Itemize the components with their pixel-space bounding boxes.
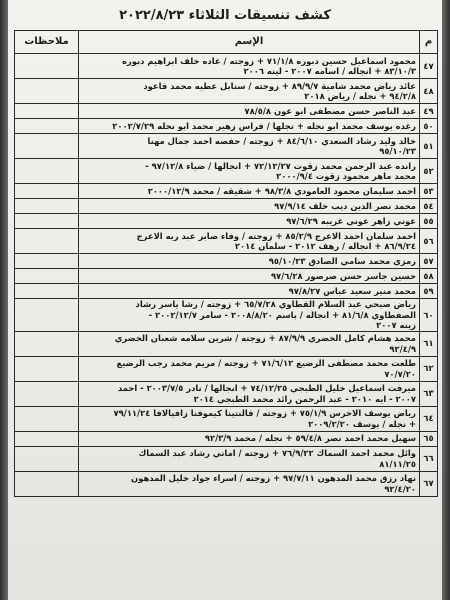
header-number: م (420, 31, 438, 54)
name-line: + نجله / يوسف ٢٠٠٩/٢/٢٠ (308, 418, 416, 429)
row-notes (15, 184, 79, 199)
row-names (79, 54, 420, 79)
row-names (79, 381, 420, 406)
table-row (15, 159, 438, 184)
row-names (79, 431, 420, 446)
row-notes (15, 134, 79, 159)
header-notes: ملاحظات (15, 31, 79, 54)
table-row (15, 199, 438, 214)
row-number: ٤٧ (420, 54, 438, 79)
row-number: ٦٥ (420, 431, 438, 446)
row-number: ٥٥ (420, 214, 438, 229)
table-row (15, 284, 438, 299)
row-notes (15, 159, 79, 184)
row-notes (15, 331, 79, 356)
table-row (15, 431, 438, 446)
row-number: ٦٦ (420, 446, 438, 471)
row-notes (15, 269, 79, 284)
name-line: رياض يوسف الاخرس ٧٥/١/٩ + زوجته / فالنتينا كيموفنا زافيالافا ٧٩/١١/٢٤ (113, 408, 416, 418)
name-line: احمد سليمان محمود العامودي ٩٨/٣/٨ + شقيقه / محمد ٢٠٠٠/١٢/٩ (147, 185, 416, 196)
row-names (79, 331, 420, 356)
name-line: رياض صبحي عبد السلام القطاوي ٦٥/٧/٢٨ + زوجته / رشا ياسر رشاد (135, 299, 416, 309)
row-notes (15, 214, 79, 229)
row-notes (15, 284, 79, 299)
name-line: عوني زاهر عوني غريبه ٩٧/٦/٢٩ (286, 215, 416, 226)
row-names (79, 406, 420, 431)
name-line: ميرفت اسماعيل خليل الطبجي ٧٤/١٢/٢٥ + انجالها / نادر ٢٠٠٣/٧/٥ - احمد (117, 383, 416, 393)
name-line: احمد سلمان احمد الاعرج ٨٥/٢/٩ + زوجته / وفاء صابر عبد ربه الاعرج (136, 230, 416, 241)
row-notes (15, 79, 79, 104)
row-names (79, 299, 420, 332)
row-number: ٦٤ (420, 406, 438, 431)
table-row (15, 79, 438, 104)
table-row (15, 229, 438, 254)
table-row (15, 104, 438, 119)
row-number: ٥٦ (420, 229, 438, 254)
name-line: خالد وليد رشاد السعدي ٨٤/٦/١٠ + زوجته / حفصه احمد جمال مهنا (147, 135, 416, 146)
name-line: ٨١/١١/٢٥ (379, 458, 416, 469)
row-number: ٥٧ (420, 254, 438, 269)
table-row (15, 381, 438, 406)
row-number: ٦٧ (420, 471, 438, 496)
table-row (15, 269, 438, 284)
name-line: عبد الناصر حسن مصطفى ابو عون ٧٨/٥/٨ (244, 105, 416, 116)
table-row (15, 331, 438, 356)
row-names (79, 184, 420, 199)
row-notes (15, 229, 79, 254)
table-row (15, 406, 438, 431)
row-number: ٦٢ (420, 356, 438, 381)
row-number: ٥٩ (420, 284, 438, 299)
row-number: ٥٢ (420, 159, 438, 184)
name-line: رانده عبد الرحمن محمد زقوت ٧٢/١٢/٢٧ + انجالها / ضياء ٩٧/١٢/٨ - (145, 160, 416, 171)
name-line: حسين جاسر حسن صرصور ٩٧/٦/٢٨ (270, 270, 416, 281)
row-names (79, 199, 420, 214)
name-line: ٩٢/٤/٩ (389, 343, 416, 354)
row-notes (15, 254, 79, 269)
table-row (15, 446, 438, 471)
row-number: ٥١ (420, 134, 438, 159)
row-number: ٤٩ (420, 104, 438, 119)
row-names (79, 446, 420, 471)
table-row (15, 119, 438, 134)
names-table (14, 30, 438, 497)
row-names (79, 104, 420, 119)
name-line: ٩٤/٢/٨ + نجله / رياض ٢٠١٨ (304, 91, 416, 101)
row-number: ٦٣ (420, 381, 438, 406)
row-notes (15, 356, 79, 381)
row-names (79, 159, 420, 184)
row-names (79, 254, 420, 269)
name-line: سهيل محمد احمد نصر ٥٩/٤/٨ + نجله / محمد ٩٢/٣/٩ (204, 433, 416, 444)
row-notes (15, 54, 79, 79)
name-line: محمد ماهر محمود زقوت ٢٠٠٠/٩/٤ (276, 171, 416, 181)
name-line: ٨٦/٩/٢٤ + انجاله / رهف ٢٠١٢ - سلمان ٢٠١٤ (234, 241, 416, 251)
table-row (15, 471, 438, 496)
name-line: ٨٣/١٠/٣ + انجاله / اسامه ٢٠٠٧ - لينه ٢٠٠٦ (243, 66, 416, 76)
name-line: محمد هشام كامل الخضري ٨٧/٩/٩ + زوجته / شرين سلامه شعبان الخضري (114, 333, 416, 343)
row-notes (15, 381, 79, 406)
name-line: ٩٥/١٠/٢٣ (379, 146, 416, 156)
name-line: ٧٠/٧/٢٠ (384, 368, 416, 379)
name-line: ٢٠٠٧ - ايه ٢٠١٠ - عبد الرحمن رائد محمد الطبجي ٢٠١٤ (193, 393, 416, 404)
name-line: زينه ٢٠٠٧ (376, 320, 416, 330)
row-notes (15, 119, 79, 134)
row-notes (15, 199, 79, 214)
row-names (79, 79, 420, 104)
table-row (15, 184, 438, 199)
row-notes (15, 431, 79, 446)
name-line: محمد منير سعيد عباس ٩٧/٨/٢٧ (288, 285, 416, 296)
page-title: كشف تنسيقات الثلاثاء ٢٠٢٢/٨/٢٣ (119, 8, 331, 23)
row-number: ٦١ (420, 331, 438, 356)
table-row (15, 214, 438, 229)
name-line: محمود اسماعيل حسين دبوره ٧١/١/٨ + زوجته / غاده خلف ابراهيم دبوره (121, 55, 416, 66)
name-line: نهاد رزق محمد المدهون ٩٧/٧/١١ + زوجته / اسراء جواد خليل المدهون (131, 473, 416, 483)
name-line: ٩٢/٤/٢٠ (384, 483, 416, 494)
row-names (79, 229, 420, 254)
row-notes (15, 406, 79, 431)
name-line: طلعت محمد مصطفى الرضيع ٧١/٦/١٢ + زوجته / مريم محمد رجب الرضيع (116, 358, 416, 368)
row-names (79, 134, 420, 159)
row-number: ٥٠ (420, 119, 438, 134)
row-notes (15, 104, 79, 119)
table-row (15, 134, 438, 159)
name-line: عائد رياض محمد شامية ٨٩/٩/٧ + زوجته / سنابل عطيه محمد قاعود (143, 80, 416, 91)
table-row (15, 54, 438, 79)
row-notes (15, 471, 79, 496)
row-names (79, 284, 420, 299)
name-line: رمزي محمد سامي الصادق ٩٥/١٠/٢٣ (268, 255, 416, 266)
row-number: ٤٨ (420, 79, 438, 104)
row-number: ٦٠ (420, 299, 438, 332)
row-names (79, 119, 420, 134)
table-row (15, 254, 438, 269)
name-line: وائل محمد احمد السماك ٧٦/٩/٢٢ + زوجته / اماني رشاد عبد السماك (138, 448, 416, 458)
page-left-shadow (0, 0, 8, 600)
row-notes (15, 446, 79, 471)
row-names (79, 471, 420, 496)
page-right-shadow (442, 0, 450, 600)
table-header-row (15, 31, 438, 54)
row-number: ٥٣ (420, 184, 438, 199)
table-body (15, 54, 438, 497)
row-notes (15, 299, 79, 332)
table-row (15, 299, 438, 332)
row-names (79, 214, 420, 229)
row-names (79, 269, 420, 284)
name-line: الصفطاوي ٨١/٦/٨ + انجاله / باسم ٢٠٠٨/٨/٢٠ - سامر ٢٠٠٢/١٢/٧ - (148, 309, 416, 320)
header-name: الإسم (79, 31, 420, 54)
row-names (79, 356, 420, 381)
row-number: ٥٤ (420, 199, 438, 214)
name-line: محمد نصر الدين ديب خلف ٩٧/٩/١٤ (274, 200, 416, 211)
row-number: ٥٨ (420, 269, 438, 284)
table-row (15, 356, 438, 381)
name-line: رغده يوسف محمد ابو نحله + نجلها / فراس زهير محمد ابو نحله ٢٠٠٢/٧/٢٩ (112, 120, 416, 131)
